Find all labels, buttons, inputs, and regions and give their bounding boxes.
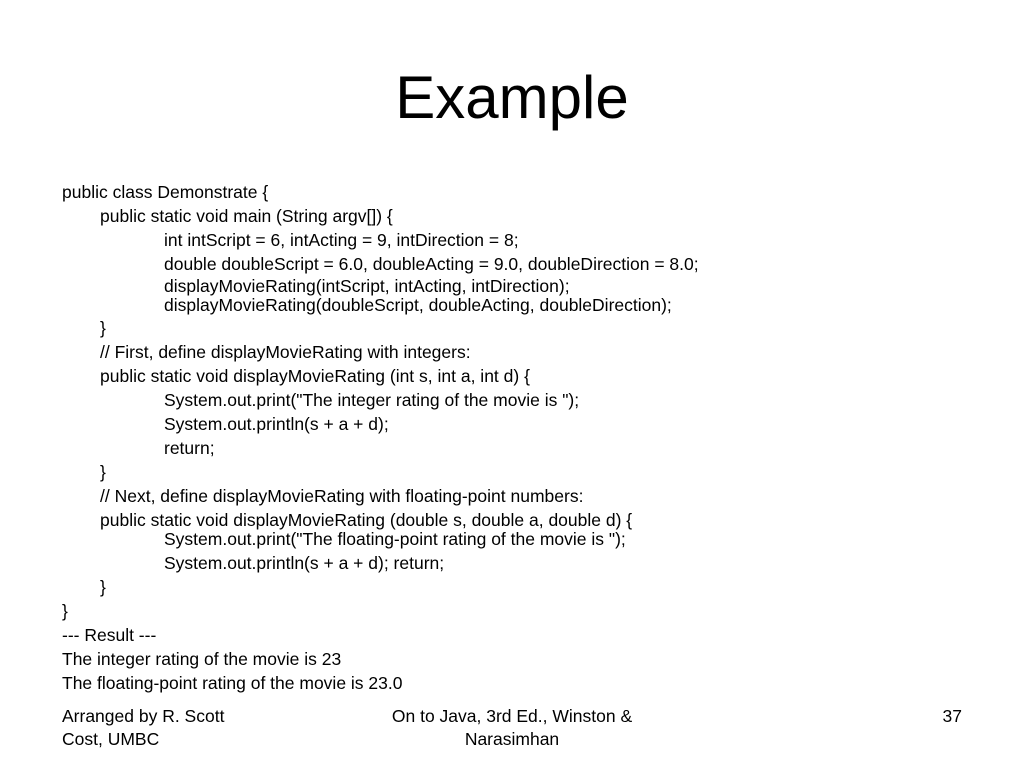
code-line: System.out.println(s + a + d); [164,414,389,434]
footer-author [62,705,282,751]
code-line [62,277,1002,317]
footer-author-line: Arranged by R. Scott [62,706,225,726]
result-line: The integer rating of the movie is 23 [62,649,342,669]
code-line: } [100,577,106,597]
code-line-part: displayMovieRating(doubleScript, doubleActing, doubleDirection); [164,295,672,315]
footer-source-line: Narasimhan [464,729,560,749]
code-line: public class Demonstrate { [62,182,269,202]
code-line-part: displayMovieRating(intScript, intActing, intDirection); [164,276,570,296]
footer-source [362,705,662,751]
code-line: int intScript = 6, intActing = 9, intDirection = 8; [164,230,519,250]
code-line: double doubleScript = 6.0, doubleActing = 9.0, doubleDirection = 8.0; [164,254,699,274]
code-line: public static void main (String argv[]) { [100,206,393,226]
code-comment: // Next, define displayMovieRating with floating-point numbers: [100,486,584,506]
result-line: The floating-point rating of the movie is 23.0 [62,673,403,693]
code-line: } [100,318,106,338]
code-line: } [62,601,68,621]
result-header: --- Result --- [62,625,157,645]
code-line: public static void displayMovieRating (int s, int a, int d) { [100,366,530,386]
code-line: return; [164,438,215,458]
slide-title: Example [395,64,629,131]
code-comment: // First, define displayMovieRating with integers: [100,342,471,362]
page-number: 37 [942,706,962,726]
code-line: public static void displayMovieRating (double s, double a, double d) { [100,510,633,530]
code-line: } [100,462,106,482]
code-line: System.out.println(s + a + d); return; [164,553,445,573]
code-line: System.out.print("The floating-point rating of the movie is "); [164,529,626,549]
footer-source-line: On to Java, 3rd Ed., Winston & [391,706,633,726]
code-block [62,181,1002,696]
footer-author-line: Cost, UMBC [62,729,160,749]
code-line: System.out.print("The integer rating of the movie is "); [164,390,580,410]
